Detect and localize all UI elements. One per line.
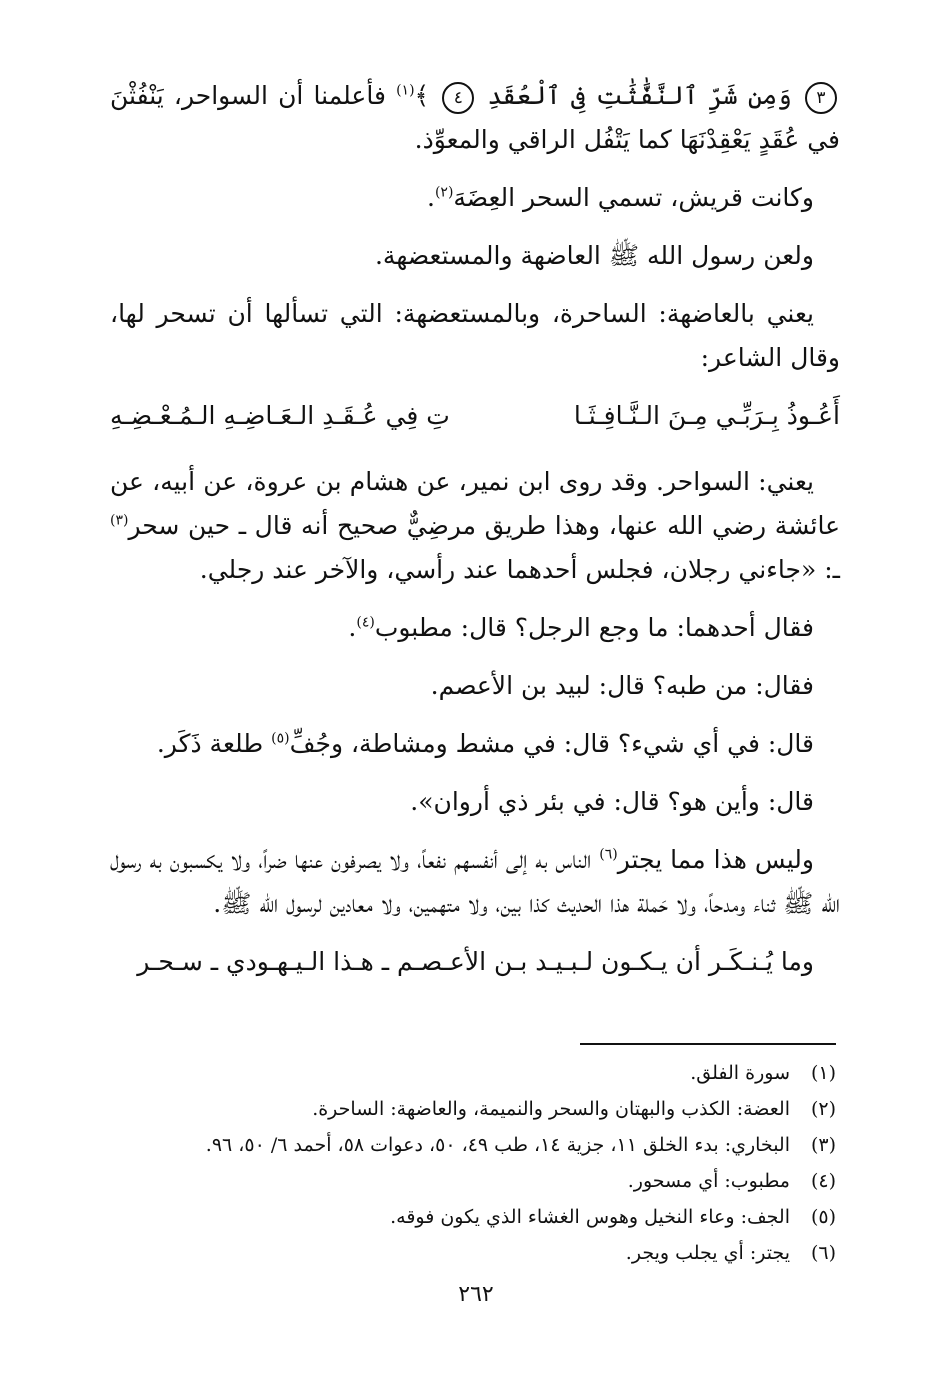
footnote-ref: (٢) — [434, 184, 454, 201]
paragraph — [110, 722, 840, 766]
paragraph-text: وكانت قريش، تسمي السحر العِضَهَ — [453, 183, 814, 212]
paragraph — [110, 838, 840, 926]
ayah-number-marker: ٣ — [805, 82, 837, 114]
verse-second-hemistich: تِ فِي عُـقَـدِ الـعَـاضِـهِ الـمُـعْـضِـهِ — [110, 401, 450, 430]
paragraph — [110, 234, 840, 278]
paragraph-text: يعني: السواحر. وقد روى ابن نمير، عن هشام بن عروة، عن أبيه، عن عائشة رضي الله عنها، وهذا طريق مرضِيٌّ صحيح أنه قال ـ حين سحر — [110, 467, 840, 540]
paragraph-text: يعني بالعاضهة: الساحرة، وبالمستعضهة: التي تسألها أن تسحر لها، وقال الشاعر: — [110, 299, 840, 372]
footnote-text: الجف: وعاء النخيل وهوس الغشاء الذي يكون فوقه. — [390, 1206, 790, 1228]
paragraph-text: فأعلمنا أن السواحر، يَنْفُثْنَ في عُقَدٍ يَعْقِدْنَهَا كما يَتْفُل الراقي والمعوِّذ. — [110, 81, 840, 154]
verse-first-hemistich: أَعُـوذُ بِـرَبِّـي مِـنَ الـنَّـافِـثَـا — [573, 401, 840, 430]
paragraph-text: قال: وأين هو؟ قال: في بئر ذي أروان». — [410, 787, 814, 816]
footnotes — [116, 1055, 836, 1271]
footnote-number: (٢) — [810, 1098, 836, 1120]
footnote-ref: (١) — [396, 82, 415, 99]
ayah-close-bracket: ﴾ — [414, 81, 430, 110]
paragraph — [110, 940, 840, 984]
footnote-text: مطبوب: أي مسحور. — [627, 1170, 790, 1192]
footnote-item — [116, 1163, 836, 1199]
paragraph — [110, 460, 840, 592]
ayah-text: وَمِن شَرِّ ٱلنَّفَّٰثَٰتِ فِى ٱلْعُقَدِ — [487, 81, 792, 110]
poetry-verse — [110, 394, 840, 438]
paragraph-text-end: . — [348, 613, 357, 642]
footnote-item — [116, 1235, 836, 1271]
paragraph — [110, 292, 840, 380]
footnote-text: البخاري: بدء الخلق ١١، جزية ١٤، طب ٤٩، ٥٠، دعوات ٥٨، أحمد ٦/ ٥٠، ٩٦. — [205, 1134, 790, 1156]
footnote-ref: (٤) — [356, 614, 375, 631]
footnote-number: (٣) — [810, 1134, 836, 1156]
paragraph-text-end: طلعة ذَكَر. — [156, 729, 264, 758]
paragraph-text: فقال: من طبه؟ قال: لبيد بن الأعصم. — [430, 671, 814, 700]
paragraph-text: قال: في أي شيء؟ قال: في مشط ومشاطة، وجُفِّ — [289, 729, 814, 758]
page-number: ٢٦٢ — [458, 1282, 494, 1307]
footnote-item — [116, 1199, 836, 1235]
footnote-text: سورة الفلق. — [690, 1062, 790, 1084]
footnote-item — [116, 1091, 836, 1127]
footnote-item — [116, 1127, 836, 1163]
footnote-text: يجتر: أي يجلب ويجر. — [625, 1242, 790, 1264]
footnote-number: (٦) — [810, 1242, 836, 1264]
paragraph — [110, 780, 840, 824]
paragraph — [110, 176, 840, 220]
footnote-number: (٤) — [810, 1170, 836, 1192]
paragraph-text: فقال أحدهما: ما وجع الرجل؟ قال: مطبوب — [374, 613, 814, 642]
paragraph-text: وليس هذا مما يجتر — [617, 845, 814, 874]
footnote-number: (٥) — [810, 1206, 836, 1228]
footnote-divider — [580, 1043, 836, 1045]
footnote-item — [116, 1055, 836, 1091]
paragraph-text-end: الناس به إلى أنفسهم نفعاً، ولا يصرفون عنها ضراً، ولا يكسبون به رسول الله ﷺ ثناء ومدحاً، ولا حَملة هذا الحديث كذا بين، ولا متهمين، ولا معادين لرسول الله ﷺ. — [110, 845, 840, 918]
paragraph — [110, 606, 840, 650]
paragraph — [110, 664, 840, 708]
paragraph-ayah — [110, 74, 840, 162]
footnote-number: (١) — [810, 1062, 836, 1084]
main-text — [110, 74, 840, 998]
footnote-ref: (٣) — [110, 512, 129, 529]
paragraph-text: ولعن رسول الله ﷺ العاضهة والمستعضهة. — [374, 241, 814, 270]
paragraph-text-end: ـ: «جاءني رجلان، فجلس أحدهما عند رأسي، والآخر عند رجلي. — [199, 555, 840, 584]
ayah-number-marker: ٤ — [442, 82, 474, 114]
footnote-ref: (٦) — [599, 846, 618, 863]
paragraph-text-end: . — [426, 183, 435, 212]
paragraph-text: وما يُـنـكَـر أن يـكـون لـبـيـد بـن الأعـصـم ـ هـذا الـيـهـودي ـ سـحـر — [137, 947, 814, 976]
footnote-text: العضة: الكذب والبهتان والسحر والنميمة، والعاضهة: الساحرة. — [312, 1098, 790, 1120]
footnote-ref: (٥) — [271, 730, 290, 747]
